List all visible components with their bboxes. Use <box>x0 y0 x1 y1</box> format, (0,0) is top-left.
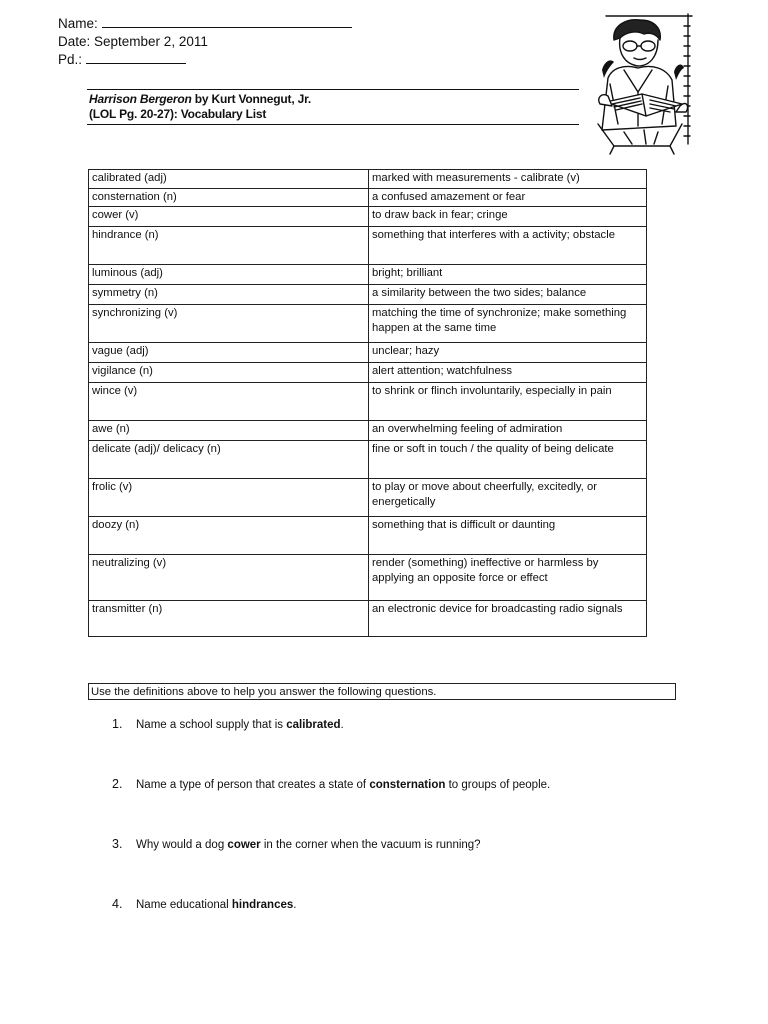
name-blank[interactable] <box>102 15 352 28</box>
vocab-term: calibrated (adj) <box>89 170 369 189</box>
title-line-1 <box>87 92 579 107</box>
vocab-term: frolic (v) <box>89 479 369 517</box>
vocab-definition: something that interferes with a activity; obstacle <box>369 227 647 265</box>
question-text-end: . <box>293 899 297 911</box>
question-vocab-word: consternation <box>369 779 446 791</box>
vocab-definition: a similarity between the two sides; balance <box>369 285 647 305</box>
vocab-term: vague (adj) <box>89 343 369 363</box>
question-vocab-word: calibrated <box>286 719 341 731</box>
question-text: Name a type of person that creates a state of <box>136 779 370 791</box>
question-text: Why would a dog <box>136 839 228 851</box>
question-2 <box>112 777 550 792</box>
vocab-definition: to shrink or flinch involuntarily, especially in pain <box>369 383 647 421</box>
vocab-term: awe (n) <box>89 421 369 441</box>
vocab-term: doozy (n) <box>89 517 369 555</box>
vocab-row <box>89 265 647 285</box>
instructions-box: Use the definitions above to help you answer the following questions. <box>88 683 676 700</box>
name-label: Name: <box>58 16 98 31</box>
vocab-row <box>89 479 647 517</box>
period-blank[interactable] <box>86 51 186 64</box>
date-line <box>58 33 208 51</box>
vocab-row <box>89 227 647 265</box>
vocab-term: luminous (adj) <box>89 265 369 285</box>
date-label: Date: September 2, 2011 <box>58 34 208 49</box>
vocab-definition: render (something) ineffective or harmless by applying an opposite force or effect <box>369 555 647 601</box>
period-label: Pd.: <box>58 52 83 67</box>
question-vocab-word: cower <box>227 839 261 851</box>
vocab-definition: something that is difficult or daunting <box>369 517 647 555</box>
period-line <box>58 51 186 69</box>
book-author: by Kurt Vonnegut, Jr. <box>191 92 312 106</box>
vocab-term: wince (v) <box>89 383 369 421</box>
vocab-definition: an electronic device for broadcasting radio signals <box>369 601 647 637</box>
vocab-definition: an overwhelming feeling of admiration <box>369 421 647 441</box>
vocab-definition: unclear; hazy <box>369 343 647 363</box>
question-number: 4. <box>112 897 123 911</box>
vocab-definition: alert attention; watchfulness <box>369 363 647 383</box>
question-text-end: . <box>340 719 344 731</box>
vocab-row <box>89 383 647 421</box>
vocabulary-table <box>88 169 647 637</box>
vocab-definition: fine or soft in touch / the quality of being delicate <box>369 441 647 479</box>
question-text: Name a school supply that is <box>136 719 287 731</box>
vocab-term: transmitter (n) <box>89 601 369 637</box>
vocab-term: neutralizing (v) <box>89 555 369 601</box>
vocab-definition: marked with measurements - calibrate (v) <box>369 170 647 189</box>
vocab-definition: to play or move about cheerfully, excitedly, or energetically <box>369 479 647 517</box>
title-line-2: (LOL Pg. 20-27): Vocabulary List <box>89 107 267 121</box>
vocab-row <box>89 285 647 305</box>
vocab-row <box>89 441 647 479</box>
vocab-row <box>89 517 647 555</box>
question-4 <box>112 897 296 912</box>
vocab-term: symmetry (n) <box>89 285 369 305</box>
vocab-row <box>89 555 647 601</box>
question-text: Name educational <box>136 899 232 911</box>
vocab-row <box>89 601 647 637</box>
question-3 <box>112 837 481 852</box>
vocab-term: synchronizing (v) <box>89 305 369 343</box>
question-number: 1. <box>112 717 123 731</box>
name-line <box>58 15 352 33</box>
vocab-definition: matching the time of synchronize; make something happen at the same time <box>369 305 647 343</box>
vocab-row <box>89 363 647 383</box>
question-1 <box>112 717 344 732</box>
vocab-definition: a confused amazement or fear <box>369 188 647 207</box>
vocab-row <box>89 343 647 363</box>
reading-student-clipart-icon <box>584 6 706 156</box>
book-title: Harrison Bergeron <box>89 92 192 106</box>
vocab-term: delicate (adj)/ delicacy (n) <box>89 441 369 479</box>
vocab-definition: to draw back in fear; cringe <box>369 207 647 227</box>
question-vocab-word: hindrances <box>231 899 294 911</box>
vocab-term: consternation (n) <box>89 188 369 207</box>
vocab-definition: bright; brilliant <box>369 265 647 285</box>
vocab-row <box>89 170 647 189</box>
title-box <box>87 89 579 125</box>
vocab-row <box>89 207 647 227</box>
question-text-end: to groups of people. <box>445 779 551 791</box>
vocab-row <box>89 188 647 207</box>
question-text-end: in the corner when the vacuum is running? <box>260 839 481 851</box>
vocab-row <box>89 421 647 441</box>
question-number: 2. <box>112 777 123 791</box>
vocab-term: vigilance (n) <box>89 363 369 383</box>
question-number: 3. <box>112 837 123 851</box>
vocab-term: hindrance (n) <box>89 227 369 265</box>
vocab-term: cower (v) <box>89 207 369 227</box>
vocab-row <box>89 305 647 343</box>
